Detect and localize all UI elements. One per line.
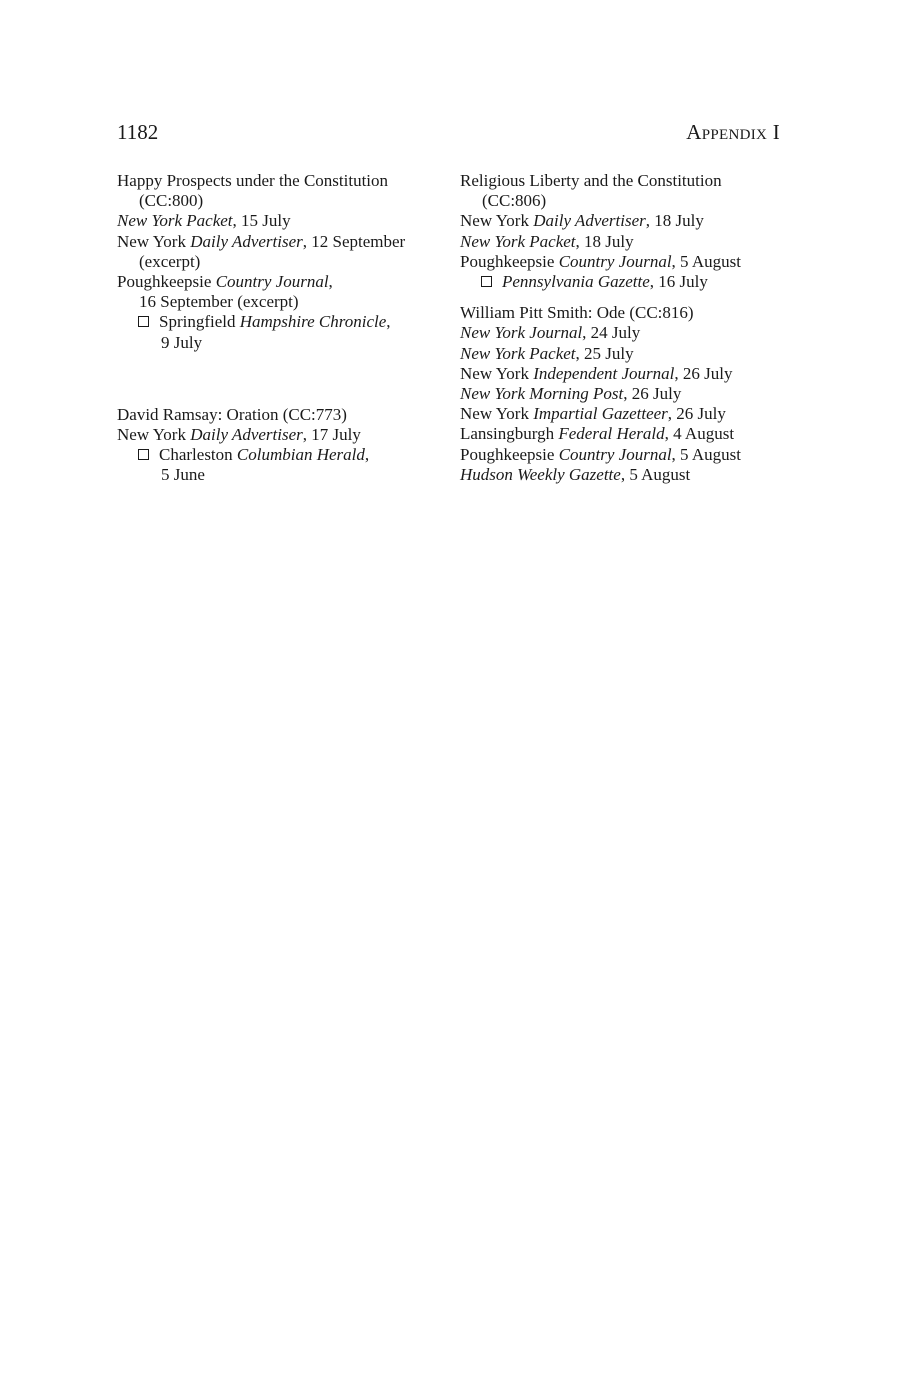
- printing-line: [117, 425, 437, 445]
- printing-line: [460, 445, 790, 465]
- printing-line: [460, 424, 790, 444]
- newspaper-name: New York Journal: [460, 323, 583, 343]
- source-line-cont: 9 July: [161, 332, 203, 352]
- source-line: [117, 312, 437, 332]
- newspaper-name: Daily Advertiser: [533, 211, 646, 231]
- punctuation: ,: [328, 272, 333, 292]
- entry-title: David Ramsay: Oration (CC:773): [117, 404, 347, 424]
- printing-line: [460, 404, 790, 424]
- newspaper-name: New York Packet: [460, 231, 576, 251]
- printing-date: , 5 August: [671, 444, 741, 464]
- newspaper-name: Daily Advertiser: [190, 425, 303, 445]
- printing-line: [460, 252, 790, 272]
- newspaper-name: New York Packet: [117, 211, 233, 231]
- printing-date: , 15 July: [232, 211, 291, 231]
- entry-happy-prospects: [117, 171, 437, 353]
- appendix-title: Appendix I: [686, 120, 780, 144]
- newspaper-name: New York Morning Post: [460, 384, 624, 404]
- right-column: [460, 171, 790, 485]
- printing-line: [117, 232, 437, 252]
- printing-place: Lansingburgh: [460, 424, 559, 444]
- printing-place: New York: [117, 425, 191, 445]
- printing-place: Springfield: [159, 312, 240, 332]
- page-number: 1182: [117, 120, 159, 144]
- newspaper-name: New York Packet: [460, 343, 576, 363]
- newspaper-name: Independent Journal: [533, 363, 675, 383]
- punctuation: ,: [386, 312, 391, 332]
- printing-line-cont: (excerpt): [139, 251, 201, 271]
- newspaper-name: Columbian Herald: [236, 445, 365, 465]
- source-line-cont: 5 June: [161, 465, 205, 485]
- printing-line: [460, 232, 790, 252]
- entry-religious-liberty: [460, 171, 790, 292]
- entry-title: Religious Liberty and the Constitution: [460, 171, 722, 190]
- printing-date: , 26 July: [623, 384, 682, 404]
- newspaper-name: Federal Herald: [558, 424, 665, 444]
- printing-place: Poughkeepsie: [460, 251, 559, 271]
- checkbox-square-icon: [138, 449, 149, 460]
- printing-line: [460, 384, 790, 404]
- printing-line: [460, 344, 790, 364]
- printing-date: , 25 July: [575, 343, 634, 363]
- newspaper-name: Country Journal: [558, 444, 672, 464]
- entry-title-cont: (CC:806): [482, 191, 547, 211]
- newspaper-name: Country Journal: [558, 251, 672, 271]
- printing-date: , 26 July: [674, 363, 733, 383]
- running-head: [117, 120, 780, 150]
- entry-title: William Pitt Smith: Ode (CC:816): [460, 303, 694, 323]
- printing-line: [460, 465, 790, 485]
- printing-date: , 26 July: [667, 404, 726, 424]
- printing-line: [460, 364, 790, 384]
- printing-date: , 24 July: [582, 323, 641, 343]
- punctuation: ,: [364, 445, 370, 465]
- printing-place: Poughkeepsie: [117, 272, 216, 292]
- printing-date: , 4 August: [664, 424, 735, 444]
- printing-date: , 17 July: [302, 425, 361, 445]
- printing-date: , 5 August: [671, 251, 741, 271]
- entry-title-cont: (CC:800): [139, 191, 204, 211]
- left-column: [117, 171, 437, 486]
- newspaper-name: Impartial Gazetteer: [533, 404, 668, 424]
- printing-place: Charleston: [159, 445, 237, 465]
- printing-place: New York: [460, 404, 534, 424]
- printing-date: , 18 July: [575, 231, 634, 251]
- printing-line: [117, 272, 437, 292]
- newspaper-name: Hampshire Chronicle: [239, 312, 387, 332]
- printing-place: Poughkeepsie: [460, 444, 559, 464]
- printing-date: , 5 August: [620, 464, 691, 484]
- newspaper-name: Hudson Weekly Gazette: [460, 464, 621, 484]
- printing-date: , 12 September: [302, 231, 406, 251]
- entry-ramsay: [117, 405, 437, 486]
- checkbox-square-icon: [481, 276, 492, 287]
- printing-date: , 16 July: [649, 272, 708, 292]
- newspaper-name: Daily Advertiser: [190, 231, 303, 251]
- printing-line: [460, 211, 790, 231]
- source-line: [460, 272, 790, 292]
- source-line: [117, 445, 437, 465]
- checkbox-square-icon: [138, 316, 149, 327]
- newspaper-name: Country Journal: [215, 272, 329, 292]
- printing-place: New York: [117, 231, 191, 251]
- printing-place: New York: [460, 211, 534, 231]
- printing-line: [460, 323, 790, 343]
- printing-line: [117, 211, 437, 231]
- newspaper-name: Pennsylvania Gazette: [502, 272, 650, 292]
- entry-title: Happy Prospects under the Constitution: [117, 171, 389, 190]
- printing-date: , 18 July: [645, 211, 704, 231]
- printing-line-cont: 16 September (excerpt): [139, 292, 299, 312]
- printing-place: New York: [460, 363, 534, 383]
- entry-smith-ode: [460, 303, 790, 485]
